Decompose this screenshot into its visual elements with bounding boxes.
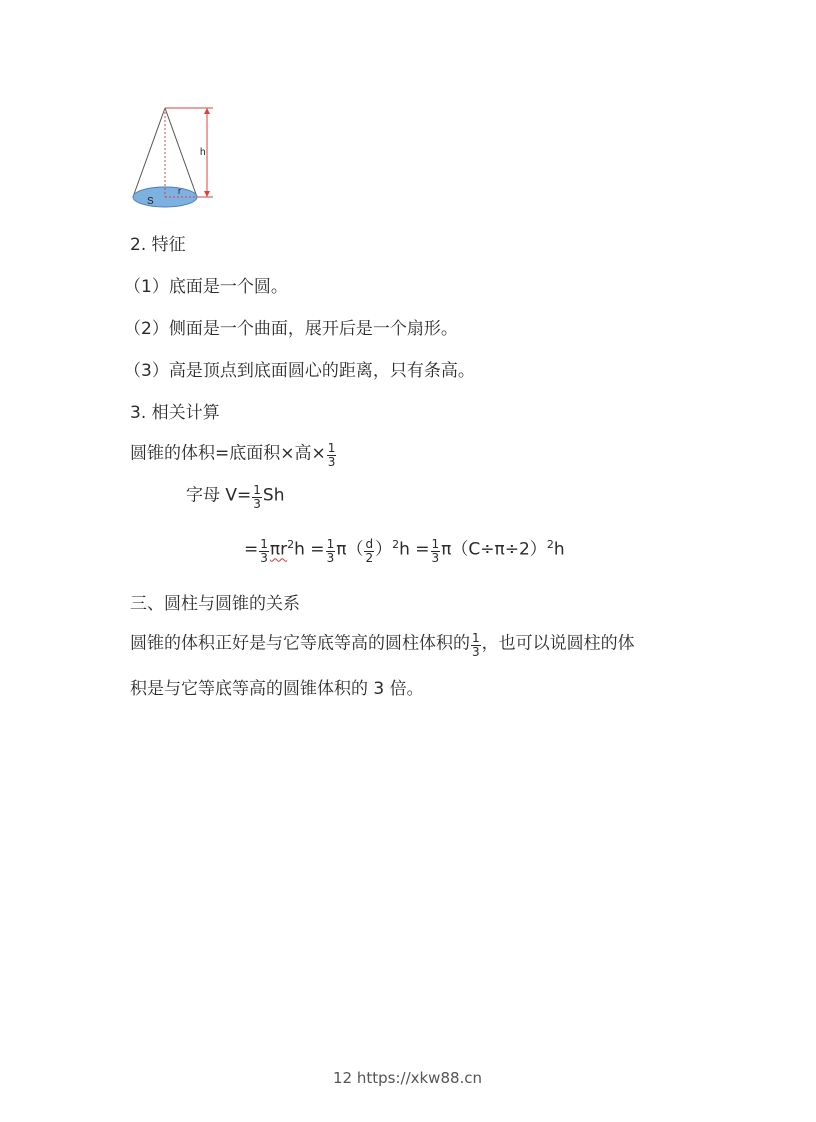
pi-r-term: πr <box>269 539 288 560</box>
volume-formula-words <box>130 440 337 467</box>
page-footer: 12 https://xkw88.cn <box>333 1069 483 1087</box>
feature-item-3: （3）高是顶点到底面圆心的距离，只有条高。 <box>124 361 475 381</box>
svg-text:r: r <box>178 186 181 196</box>
fraction: $\frac{1}{3}$ <box>326 537 335 566</box>
fraction: $\frac{1}{3}$ <box>431 537 440 566</box>
fraction: $\frac{1}{3}$ <box>472 631 480 659</box>
formula-text: Sh <box>262 485 285 506</box>
svg-text:h: h <box>200 147 206 158</box>
fraction: $\frac{1}{3}$ <box>327 441 336 469</box>
fraction-d-over-2: $\frac{d}{2}$ <box>365 537 374 566</box>
section-heading-features: 2. 特征 <box>130 235 186 255</box>
volume-formula-letters <box>186 482 285 509</box>
fraction: $\frac{1}{3}$ <box>260 537 268 566</box>
formula-text: 圆锥的体积=底面积×高× <box>130 443 326 464</box>
feature-item-2: （2）侧面是一个曲面，展开后是一个扇形。 <box>124 319 458 339</box>
relationship-line-2: 积是与它等底等高的圆锥体积的 3 倍。 <box>130 679 424 699</box>
feature-item-1: （1）底面是一个圆。 <box>124 277 288 297</box>
section-heading-calculation: 3. 相关计算 <box>130 403 220 423</box>
formula-text: 字母 V= <box>186 485 252 506</box>
cone-diagram <box>125 100 225 215</box>
section-heading-relationship: 三、圆柱与圆锥的关系 <box>130 594 300 614</box>
volume-formula-expanded: = $\frac{1}{3}$ $\pi r^2h$ = $\frac{1}{3}$ π（ $\frac{d}{2}$ ）$^2$h = $\frac{1}{3}$ $\pi(C\div\pi\div 2)^2h$ <box>244 537 565 566</box>
svg-text:S: S <box>147 196 154 207</box>
fraction: $\frac{1}{3}$ <box>253 483 261 511</box>
relationship-line-1: 圆锥的体积正好是与它等底等高的圆柱体积的 $\frac{1}{3}$ ，也可以说圆柱的体 <box>130 631 635 659</box>
